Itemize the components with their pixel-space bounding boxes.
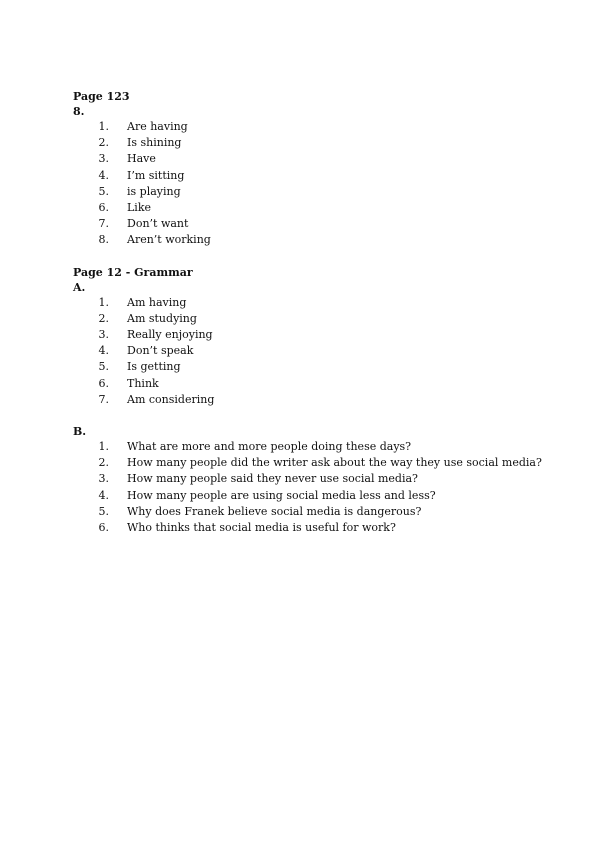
section-page-12-grammar [73, 265, 600, 408]
item-number: 5. [98, 504, 109, 518]
list-item [91, 135, 600, 151]
item-number: 2. [98, 456, 109, 470]
answer-list [73, 119, 600, 249]
item-number: 7. [98, 392, 109, 406]
list-item [91, 488, 600, 504]
question-list [73, 439, 600, 536]
item-text: Don’t speak [127, 344, 194, 358]
item-text: Think [127, 376, 159, 390]
item-number: 4. [98, 168, 109, 182]
item-text: Is shining [127, 136, 182, 150]
item-text: How many people said they never use social media? [127, 472, 418, 486]
list-item [91, 359, 600, 375]
list-item [91, 151, 600, 167]
item-number: 7. [98, 217, 109, 231]
item-number: 5. [98, 184, 109, 198]
item-text: Who thinks that social media is useful for work? [127, 521, 396, 535]
item-text: Like [127, 201, 151, 215]
list-item [91, 119, 600, 135]
list-item [91, 168, 600, 184]
list-item [91, 471, 600, 487]
list-item [91, 343, 600, 359]
list-item [91, 520, 600, 536]
item-number: 4. [98, 488, 109, 502]
exercise-label: 8. [73, 105, 85, 118]
item-text: I’m sitting [127, 168, 185, 182]
list-item [91, 504, 600, 520]
item-text: Is getting [127, 360, 181, 374]
list-item [91, 376, 600, 392]
item-number: 3. [98, 328, 109, 342]
item-text: Am studying [127, 311, 197, 325]
item-text: Am having [127, 295, 187, 309]
list-item [91, 392, 600, 408]
section-b [73, 424, 600, 536]
list-item [91, 295, 600, 311]
item-number: 3. [98, 152, 109, 166]
exercise-label: A. [73, 280, 86, 294]
list-item [91, 232, 600, 248]
item-text: Have [127, 152, 156, 166]
item-text: Why does Franek believe social media is dangerous? [127, 504, 422, 518]
item-text: Am considering [127, 392, 215, 406]
list-item [91, 311, 600, 327]
item-text: Don’t want [127, 217, 189, 231]
item-text: Really enjoying [127, 328, 213, 342]
list-item [91, 327, 600, 343]
exercise-label: B. [73, 425, 87, 439]
item-number: 1. [98, 120, 109, 133]
item-number: 2. [98, 311, 109, 325]
item-number: 8. [98, 233, 109, 247]
section-title: Page 123 [73, 90, 130, 103]
list-item [91, 184, 600, 200]
item-text: How many people are using social media less and less? [127, 488, 436, 502]
item-text: Are having [127, 120, 188, 133]
item-number: 1. [98, 295, 109, 309]
list-item [91, 455, 600, 471]
section-title: Page 12 - Grammar [73, 265, 193, 279]
item-number: 1. [98, 440, 109, 454]
item-number: 6. [98, 201, 109, 215]
item-number: 5. [98, 360, 109, 374]
item-text: is playing [127, 184, 181, 198]
list-item [91, 200, 600, 216]
item-number: 2. [98, 136, 109, 150]
list-item [91, 216, 600, 232]
item-number: 3. [98, 472, 109, 486]
item-text: What are more and more people doing these days? [127, 440, 412, 454]
section-page-123 [73, 89, 600, 249]
item-number: 6. [98, 376, 109, 390]
item-number: 4. [98, 344, 109, 358]
item-text: Aren’t working [127, 233, 211, 247]
list-item [91, 439, 600, 455]
item-text: How many people did the writer ask about the way they use social media? [127, 456, 542, 470]
item-number: 6. [98, 521, 109, 535]
answer-list [73, 295, 600, 408]
